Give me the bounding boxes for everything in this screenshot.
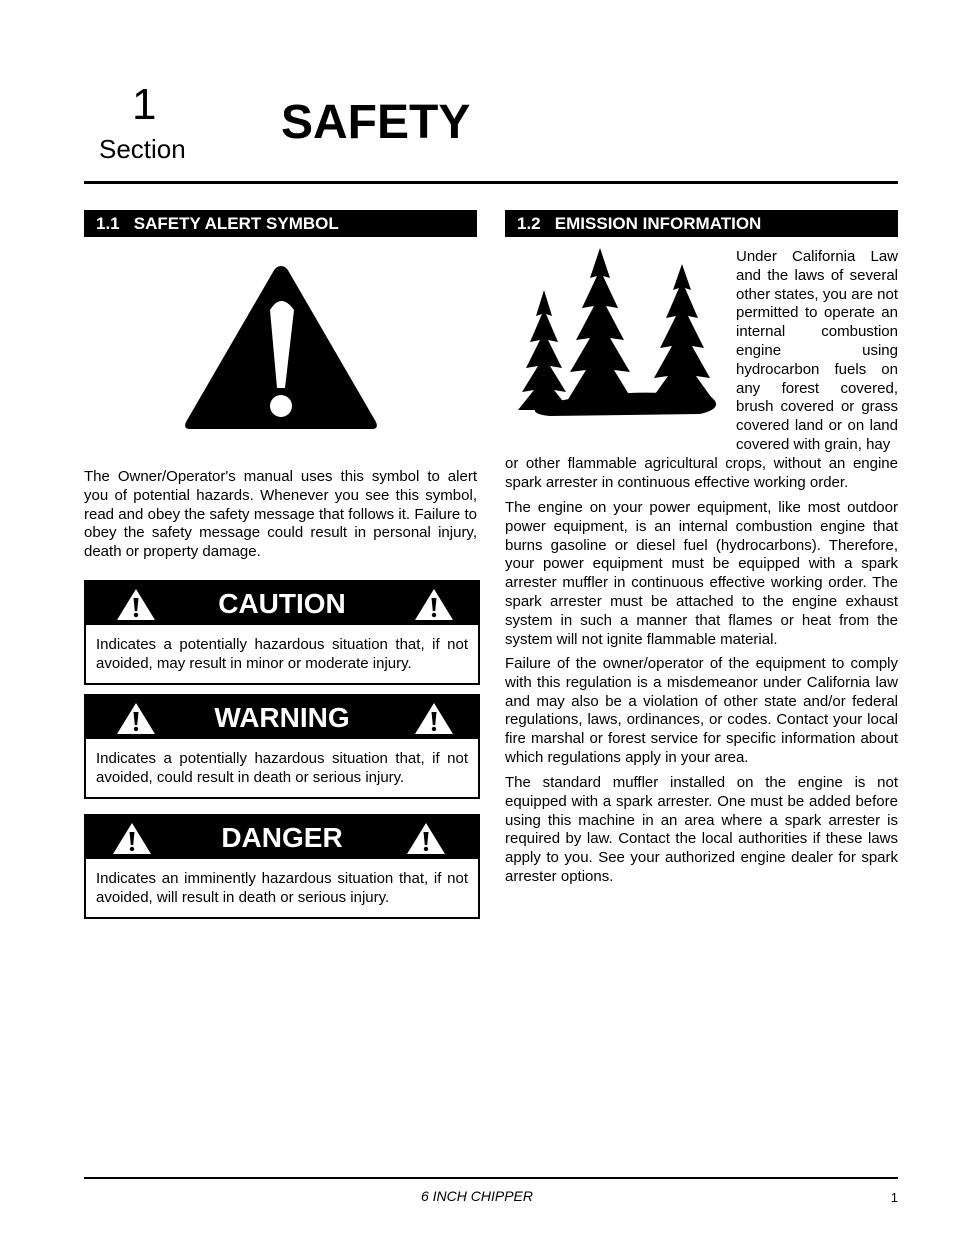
- caution-word: CAUTION: [218, 588, 346, 619]
- footer-rule: [84, 1177, 898, 1179]
- warning-triangle-icon: [414, 702, 454, 735]
- header-rule: [84, 181, 898, 184]
- warning-box: [84, 694, 480, 799]
- section-number: 1: [132, 80, 157, 129]
- danger-text: Indicates an imminently hazardous situation that, if not avoided, will result in death or serious injury.: [96, 870, 468, 906]
- pine-trees-icon: [500, 246, 728, 418]
- section-label: Section: [99, 134, 186, 164]
- emission-paragraph-1-continued: or other flammable agricultural crops, without an engine spark arrester in continuous effective working order.: [505, 455, 898, 491]
- caution-box: [84, 580, 480, 685]
- page-number: 1: [890, 1190, 898, 1205]
- emission-paragraph-1-wrapped: Under California Law and the laws of several other states, you are not permitted to operate an internal combustion engine using hydrocarbon fuels on any forest covered, brush covered or grass covered land or on land covered with grain, hay: [736, 248, 898, 453]
- page-title: SAFETY: [281, 96, 471, 149]
- footer-title: 6 INCH CHIPPER: [420, 1188, 534, 1204]
- warning-triangle-icon: [406, 822, 446, 855]
- safety-alert-triangle-icon: [182, 264, 380, 432]
- danger-word: DANGER: [221, 822, 343, 853]
- warning-triangle-icon: [414, 588, 454, 621]
- caution-text: Indicates a potentially hazardous situation that, if not avoided, may result in minor or moderate injury.: [96, 636, 468, 672]
- emission-paragraph-2: The engine on your power equipment, like most outdoor power equipment, is an internal combustion engine that burns gasoline or diesel fuel (hydrocarbons). Therefore, your power equipment must be equipped with a spark arrester muffler in continuous effective working order. The spark arrester must be attached to the engine exhaust system in such a manner that flames or heat from the system will not ignite flammable material.: [505, 499, 898, 648]
- danger-box: [84, 814, 480, 919]
- section-heading-emission: 1.2 EMISSION INFORMATION: [505, 210, 898, 237]
- safety-alert-paragraph: The Owner/Operator's manual uses this symbol to alert you of potential hazards. Whenever you see this symbol, read and obey the safety message that follows it. Failure to obey the safety message could result in personal injury, death or property damage.: [84, 468, 477, 561]
- warning-word: WARNING: [214, 702, 350, 733]
- warning-header: [86, 696, 478, 739]
- warning-text: Indicates a potentially hazardous situation that, if not avoided, could result in death or serious injury.: [96, 750, 468, 786]
- emission-paragraph-4: The standard muffler installed on the engine is not equipped with a spark arrester. One must be added before using this machine in an area where a spark arrester is required by law. Contact the local authorities if these laws apply to you. See your authorized engine dealer for spark arrester options.: [505, 774, 898, 885]
- danger-header: [86, 816, 478, 859]
- emission-paragraph-3: Failure of the owner/operator of the equipment to comply with this regulation is a misdemeanor under California law and may also be a violation of other state and/or federal regulations, laws, ordinances, or codes. Contact your local fire marshal or forest service for specific information about which regulations apply in your area.: [505, 655, 898, 766]
- caution-header: [86, 582, 478, 625]
- section-heading-safety-alert: 1.1 SAFETY ALERT SYMBOL: [84, 210, 477, 237]
